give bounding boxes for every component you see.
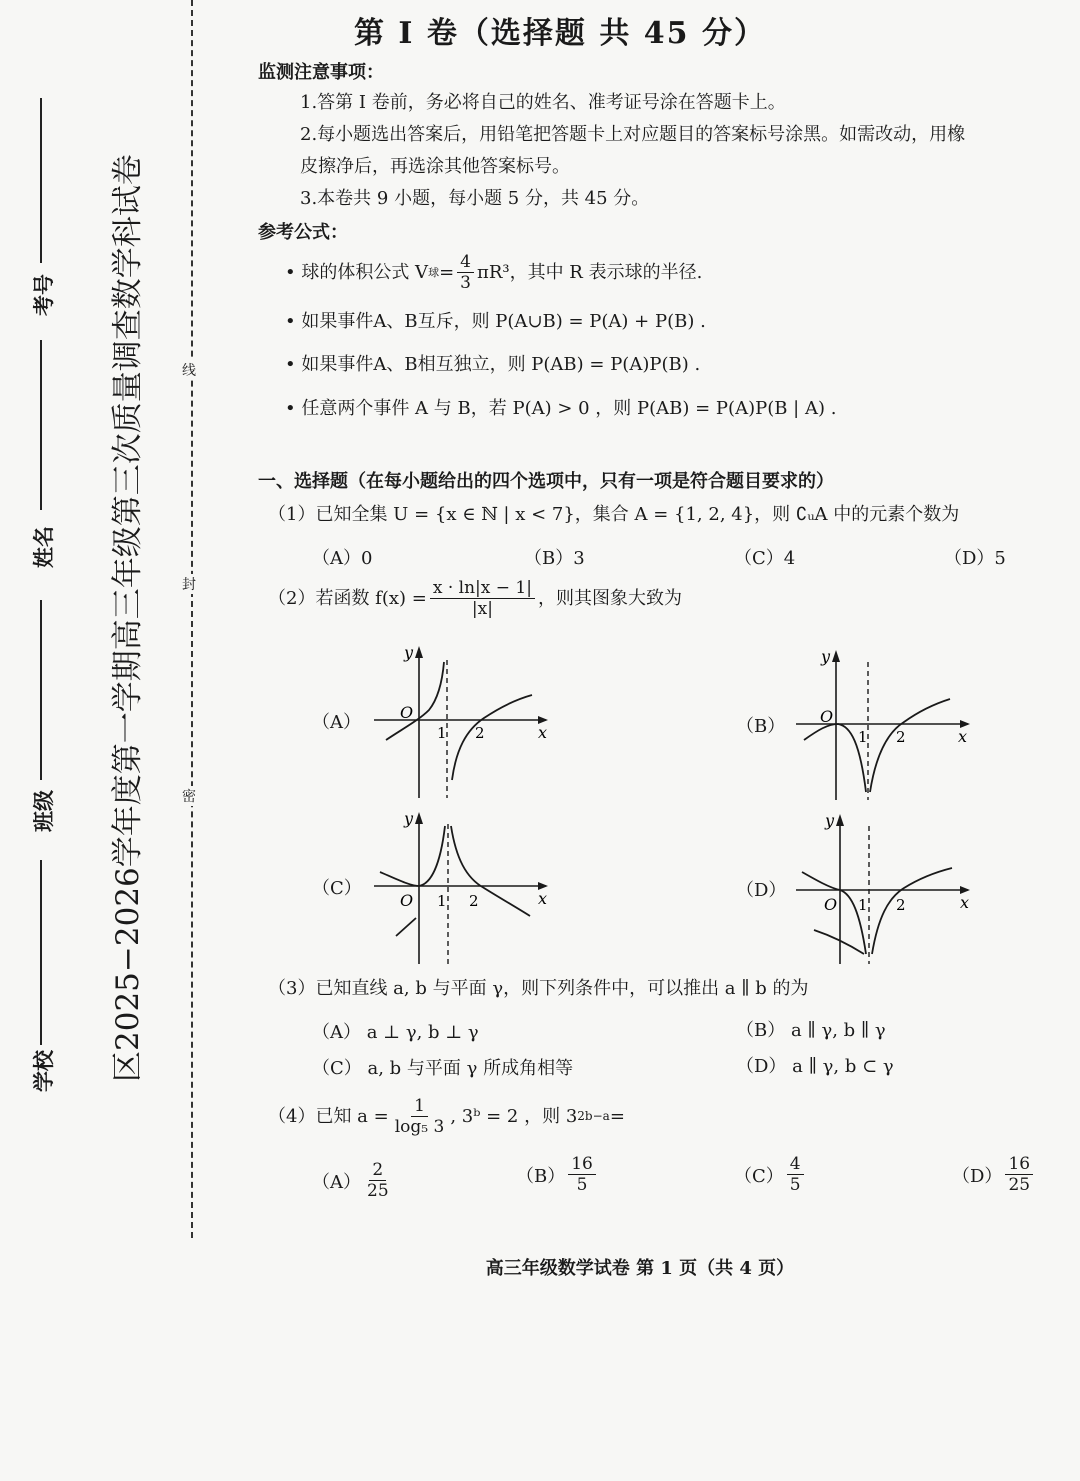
q2-stem-pre: （2）若函数 f(x) = <box>268 588 427 609</box>
label-class: 班级 <box>31 790 56 832</box>
option-fraction <box>1005 1154 1033 1195</box>
option-fraction <box>364 1160 392 1201</box>
origin-label: O <box>824 895 838 914</box>
x-label: x <box>958 727 968 746</box>
formula-sphere-post: πR³，其中 R 表示球的半径. <box>476 262 703 283</box>
notes-item-1: 1.答第 I 卷前，务必将自己的姓名、准考证号涂在答题卡上。 <box>300 92 786 113</box>
y-label: y <box>404 809 414 828</box>
seal-char-xian: 线 <box>182 360 196 380</box>
y-arrow <box>832 650 840 662</box>
numerator: 1 <box>411 1096 428 1117</box>
tick-1: 1 <box>858 896 868 914</box>
formulas-heading: 参考公式： <box>258 222 348 243</box>
denominator: 25 <box>367 1181 389 1201</box>
graph-a[interactable] <box>374 640 554 800</box>
denominator: 25 <box>1008 1175 1031 1195</box>
y-label: y <box>404 643 414 662</box>
q4-stem-pre: （4）已知 a = <box>268 1106 389 1127</box>
section-heading: 一、选择题（在每小题给出的四个选项中，只有一项是符合题目要求的） <box>258 471 834 492</box>
name-line[interactable] <box>40 340 42 510</box>
fraction-4-3 <box>457 252 474 293</box>
graph-c[interactable] <box>374 806 554 966</box>
formula-sphere-volume <box>285 252 702 293</box>
x-label: x <box>960 893 970 912</box>
q2-stem <box>268 578 682 619</box>
q4-option-a[interactable] <box>312 1160 395 1201</box>
q3-option-b[interactable]: （B） a ∥ γ, b ∥ γ <box>736 1020 886 1041</box>
option-fraction <box>787 1154 804 1195</box>
option-fraction <box>568 1154 596 1195</box>
q2-option-c-label[interactable]: （C） <box>312 878 362 899</box>
q1-option-a[interactable]: （A）0 <box>312 548 373 569</box>
q4-option-d[interactable] <box>952 1154 1036 1195</box>
y-label: y <box>821 647 831 666</box>
curve-left <box>804 724 866 792</box>
tick-2: 2 <box>469 892 479 910</box>
numerator: 16 <box>568 1154 596 1175</box>
school-line[interactable] <box>40 860 42 1045</box>
formula-sphere-eq: = <box>439 262 455 283</box>
formula-sphere-pre: • 球的体积公式 V <box>285 262 429 283</box>
seal-char-feng: 封 <box>182 574 196 594</box>
graph-b[interactable] <box>796 644 976 804</box>
q3-option-c[interactable]: （C） a, b 与平面 γ 所成角相等 <box>312 1058 574 1079</box>
curve-far-left <box>814 930 864 954</box>
numerator: x · ln|x − 1| <box>430 578 535 599</box>
q4-exponent: 2b−a <box>577 1109 610 1123</box>
numerator: 16 <box>1005 1154 1033 1175</box>
formula-sphere-sub: 球 <box>428 266 440 279</box>
page-footer: 高三年级数学试卷 第 1 页（共 4 页） <box>485 1258 795 1279</box>
notes-item-2-cont: 皮擦净后，再选涂其他答案标号。 <box>300 156 570 177</box>
tick-1: 1 <box>858 728 868 746</box>
seal-char-mi: 密 <box>182 786 196 806</box>
q4-stem <box>268 1096 625 1137</box>
notes-item-2: 2.每小题选出答案后，用铅笔把答题卡上对应题目的答案标号涂黑。如需改动，用橡 <box>300 124 966 145</box>
y-label: y <box>825 811 835 830</box>
formula-conditional: • 任意两个事件 A 与 B，若 P(A) > 0 ，则 P(AB) = P(A)P(B | A) . <box>285 398 837 419</box>
curve-far-left <box>396 918 416 936</box>
curve-left <box>380 826 445 886</box>
seal-dashed-line <box>191 0 193 1238</box>
notes-heading: 监测注意事项： <box>258 62 384 83</box>
origin-label: O <box>400 703 414 722</box>
q3-stem: （3）已知直线 a, b 与平面 γ，则下列条件中，可以推出 a ∥ b 的为 <box>268 978 809 999</box>
curve-right <box>872 868 952 954</box>
q2-stem-post: ，则其图象大致为 <box>537 588 682 609</box>
x-label: x <box>538 723 548 742</box>
curve-right <box>870 699 950 792</box>
numerator: 2 <box>369 1160 386 1181</box>
option-label: （D） <box>952 1165 1003 1187</box>
label-number: 考号 <box>31 274 56 316</box>
graph-d[interactable] <box>796 808 976 968</box>
tick-2: 2 <box>896 728 906 746</box>
q1-option-c[interactable]: （C）4 <box>734 548 796 569</box>
denominator: 3 <box>460 273 471 293</box>
x-label: x <box>538 889 548 908</box>
q2-option-d-label[interactable]: （D） <box>736 880 787 901</box>
y-arrow <box>415 646 423 658</box>
origin-label: O <box>820 707 834 726</box>
class-line[interactable] <box>40 600 42 780</box>
label-school: 学校 <box>31 1050 56 1092</box>
q4-option-c[interactable] <box>734 1154 807 1195</box>
denominator: |x| <box>471 599 493 619</box>
q3-option-a[interactable]: （A） a ⊥ γ, b ⊥ γ <box>312 1022 479 1043</box>
curve-right <box>451 826 530 916</box>
q2-option-a-label[interactable]: （A） <box>312 712 361 733</box>
q1-stem: （1）已知全集 U = {x ∈ ℕ | x < 7}，集合 A = {1, 2, 4}，则 ∁ᵤA 中的元素个数为 <box>268 504 960 525</box>
tick-1: 1 <box>437 724 447 742</box>
denominator: 5 <box>789 1175 801 1195</box>
number-line[interactable] <box>40 98 42 263</box>
option-label: （B） <box>516 1165 566 1187</box>
option-label: （C） <box>734 1165 784 1187</box>
q2-function-fraction <box>430 578 535 619</box>
numerator: 4 <box>457 252 474 273</box>
denominator: log₅ 3 <box>394 1117 445 1137</box>
exam-title-vertical: 区2025−2026学年度第一学期高三年级第三次质量调查数学科试卷 <box>110 154 146 1082</box>
formula-mutually-exclusive: • 如果事件A、B互斥，则 P(A∪B) = P(A) + P(B) . <box>285 311 706 332</box>
q1-option-d[interactable]: （D）5 <box>944 548 1006 569</box>
q4-stem-post: = <box>609 1106 625 1127</box>
tick-2: 2 <box>896 896 906 914</box>
option-label: （A） <box>312 1171 361 1193</box>
q1-option-b[interactable]: （B）3 <box>524 548 585 569</box>
y-arrow <box>836 814 844 826</box>
page-title: 第 I 卷（选择题 共 45 分） <box>353 16 766 51</box>
numerator: 4 <box>787 1154 804 1175</box>
tick-2: 2 <box>475 724 485 742</box>
origin-label: O <box>400 891 414 910</box>
label-name: 姓名 <box>31 526 56 568</box>
curve-right <box>452 695 532 780</box>
y-arrow <box>415 812 423 824</box>
tick-1: 1 <box>437 892 447 910</box>
notes-item-3: 3.本卷共 9 小题，每小题 5 分，共 45 分。 <box>300 188 650 209</box>
curve-left <box>386 662 444 740</box>
q4-a-fraction <box>392 1096 448 1137</box>
q3-option-d[interactable]: （D） a ∥ γ, b ⊂ γ <box>736 1056 894 1077</box>
denominator: 5 <box>576 1175 588 1195</box>
q4-stem-mid: , 3ᵇ = 2 ，则 3 <box>450 1106 578 1127</box>
formula-independent: • 如果事件A、B相互独立，则 P(AB) = P(A)P(B) . <box>285 354 701 375</box>
q2-option-b-label[interactable]: （B） <box>736 716 786 737</box>
q4-option-b[interactable] <box>516 1154 599 1195</box>
